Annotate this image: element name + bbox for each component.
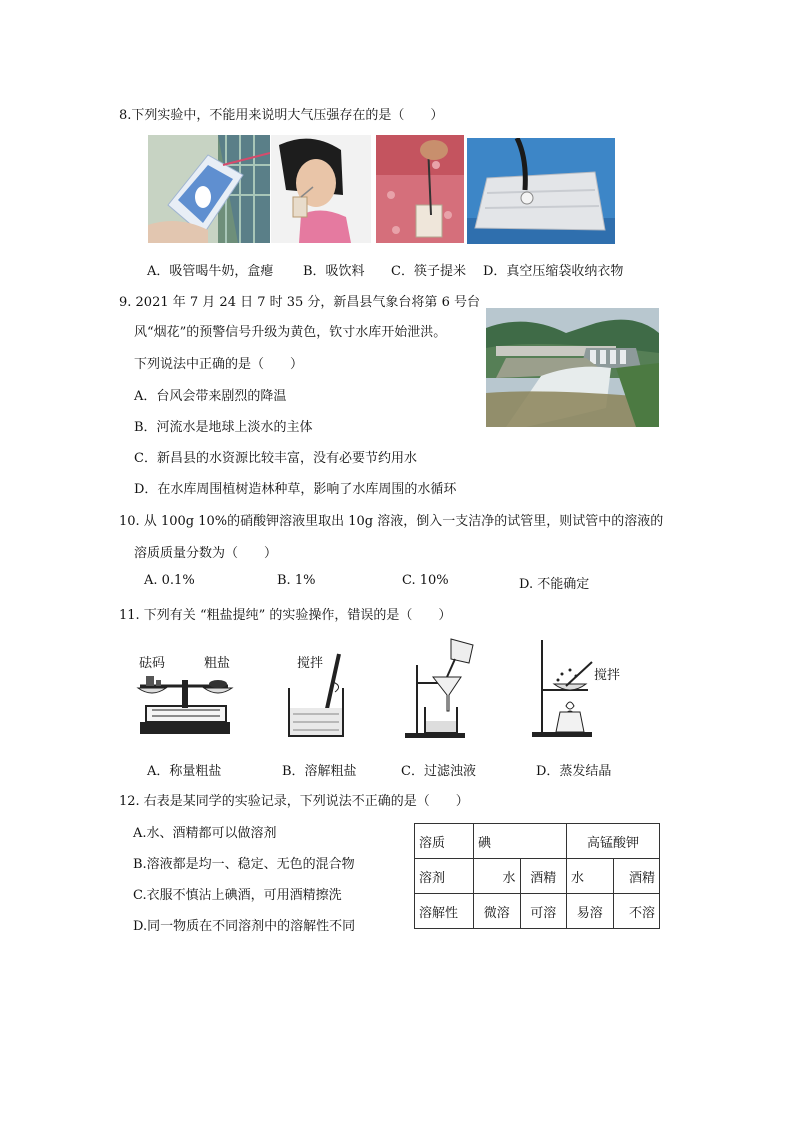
table-cell: 高锰酸钾 <box>567 824 660 859</box>
q9-option-c: C．新昌县的水资源比较丰富，没有必要节约用水 <box>134 451 417 466</box>
q12-option-c: C.衣服不慎沾上碘酒，可用酒精擦洗 <box>133 888 342 903</box>
q11-option-d: D．蒸发结晶 <box>536 764 612 779</box>
q10-option-d: D. 不能确定 <box>519 577 590 592</box>
q10-stem-line2: 溶质质量分数为（ ） <box>134 546 278 561</box>
table-cell: 酒精 <box>520 859 567 894</box>
q11-option-b: B．溶解粗盐 <box>282 764 357 779</box>
q8-option-d: D．真空压缩袋收纳衣物 <box>483 264 624 279</box>
table-cell: 不溶 <box>613 894 660 929</box>
q9-option-d: D．在水库周围植树造林种草，影响了水库周围的水循环 <box>134 482 457 497</box>
q9-option-a: A．台风会带来剧烈的降温 <box>134 389 287 404</box>
stir-b-label: 搅拌 <box>297 656 324 671</box>
girl-drinking-photo <box>271 135 371 243</box>
q9-stem-line1: 9. 2021 年 7 月 24 日 7 时 35 分，新昌县气象台将第 6 号台 <box>119 295 480 310</box>
solubility-table <box>414 823 660 929</box>
milk-box-photo <box>148 135 270 243</box>
table-row <box>415 824 660 859</box>
filtration-diagram <box>403 635 483 739</box>
q12-stem: 12. 右表是某同学的实验记录，下列说法不正确的是（ ） <box>119 794 469 809</box>
chopsticks-rice-photo <box>376 135 464 243</box>
vacuum-bag-photo <box>467 138 615 244</box>
reservoir-dam-photo <box>486 308 659 427</box>
table-cell: 微溶 <box>474 894 521 929</box>
table-cell: 酒精 <box>613 859 660 894</box>
q10-stem-line1: 10. 从 100g 10%的硝酸钾溶液里取出 10g 溶液，倒入一支洁净的试管里，则试管中的溶液的 <box>119 514 664 529</box>
q10-option-b: B. 1% <box>277 573 316 588</box>
q10-option-a: A. 0.1% <box>144 573 195 588</box>
table-cell: 溶剂 <box>415 859 474 894</box>
table-cell: 易溶 <box>567 894 614 929</box>
table-row <box>415 894 660 929</box>
stir-d-label: 搅拌 <box>594 668 621 683</box>
table-row <box>415 859 660 894</box>
q8-option-b: B．吸饮料 <box>303 264 365 279</box>
evaporation-diagram <box>530 640 602 738</box>
q8-option-c: C．筷子提米 <box>391 264 466 279</box>
balance-diagram <box>132 668 234 740</box>
table-cell: 溶质 <box>415 824 474 859</box>
table-cell: 碘 <box>474 824 567 859</box>
table-cell: 水 <box>474 859 521 894</box>
q11-option-c: C．过滤浊液 <box>401 764 476 779</box>
table-cell: 水 <box>567 859 614 894</box>
q12-option-d: D.同一物质在不同溶剂中的溶解性不同 <box>133 919 356 934</box>
q12-option-b: B.溶液都是均一、稳定、无色的混合物 <box>133 857 355 872</box>
salt-label: 粗盐 <box>204 656 231 671</box>
q9-stem-line3: 下列说法中正确的是（ ） <box>134 357 304 372</box>
q11-option-a: A．称量粗盐 <box>147 764 222 779</box>
q9-stem-line2: 风“烟花”的预警信号升级为黄色，钦寸水库开始泄洪。 <box>134 325 447 340</box>
weights-label: 砝码 <box>139 656 166 671</box>
q8-option-a: A．吸管喝牛奶，盒瘪 <box>147 264 274 279</box>
table-cell: 可溶 <box>520 894 567 929</box>
table-cell: 溶解性 <box>415 894 474 929</box>
q11-stem: 11. 下列有关 “粗盐提纯” 的实验操作，错误的是（ ） <box>119 608 452 623</box>
q10-option-c: C. 10% <box>402 573 449 588</box>
q12-option-a: A.水、酒精都可以做溶剂 <box>133 826 277 841</box>
q8-stem: 8.下列实验中，不能用来说明大气压强存在的是（ ） <box>119 108 444 123</box>
q9-option-b: B．河流水是地球上淡水的主体 <box>134 420 313 435</box>
dissolving-beaker-diagram <box>283 652 353 740</box>
